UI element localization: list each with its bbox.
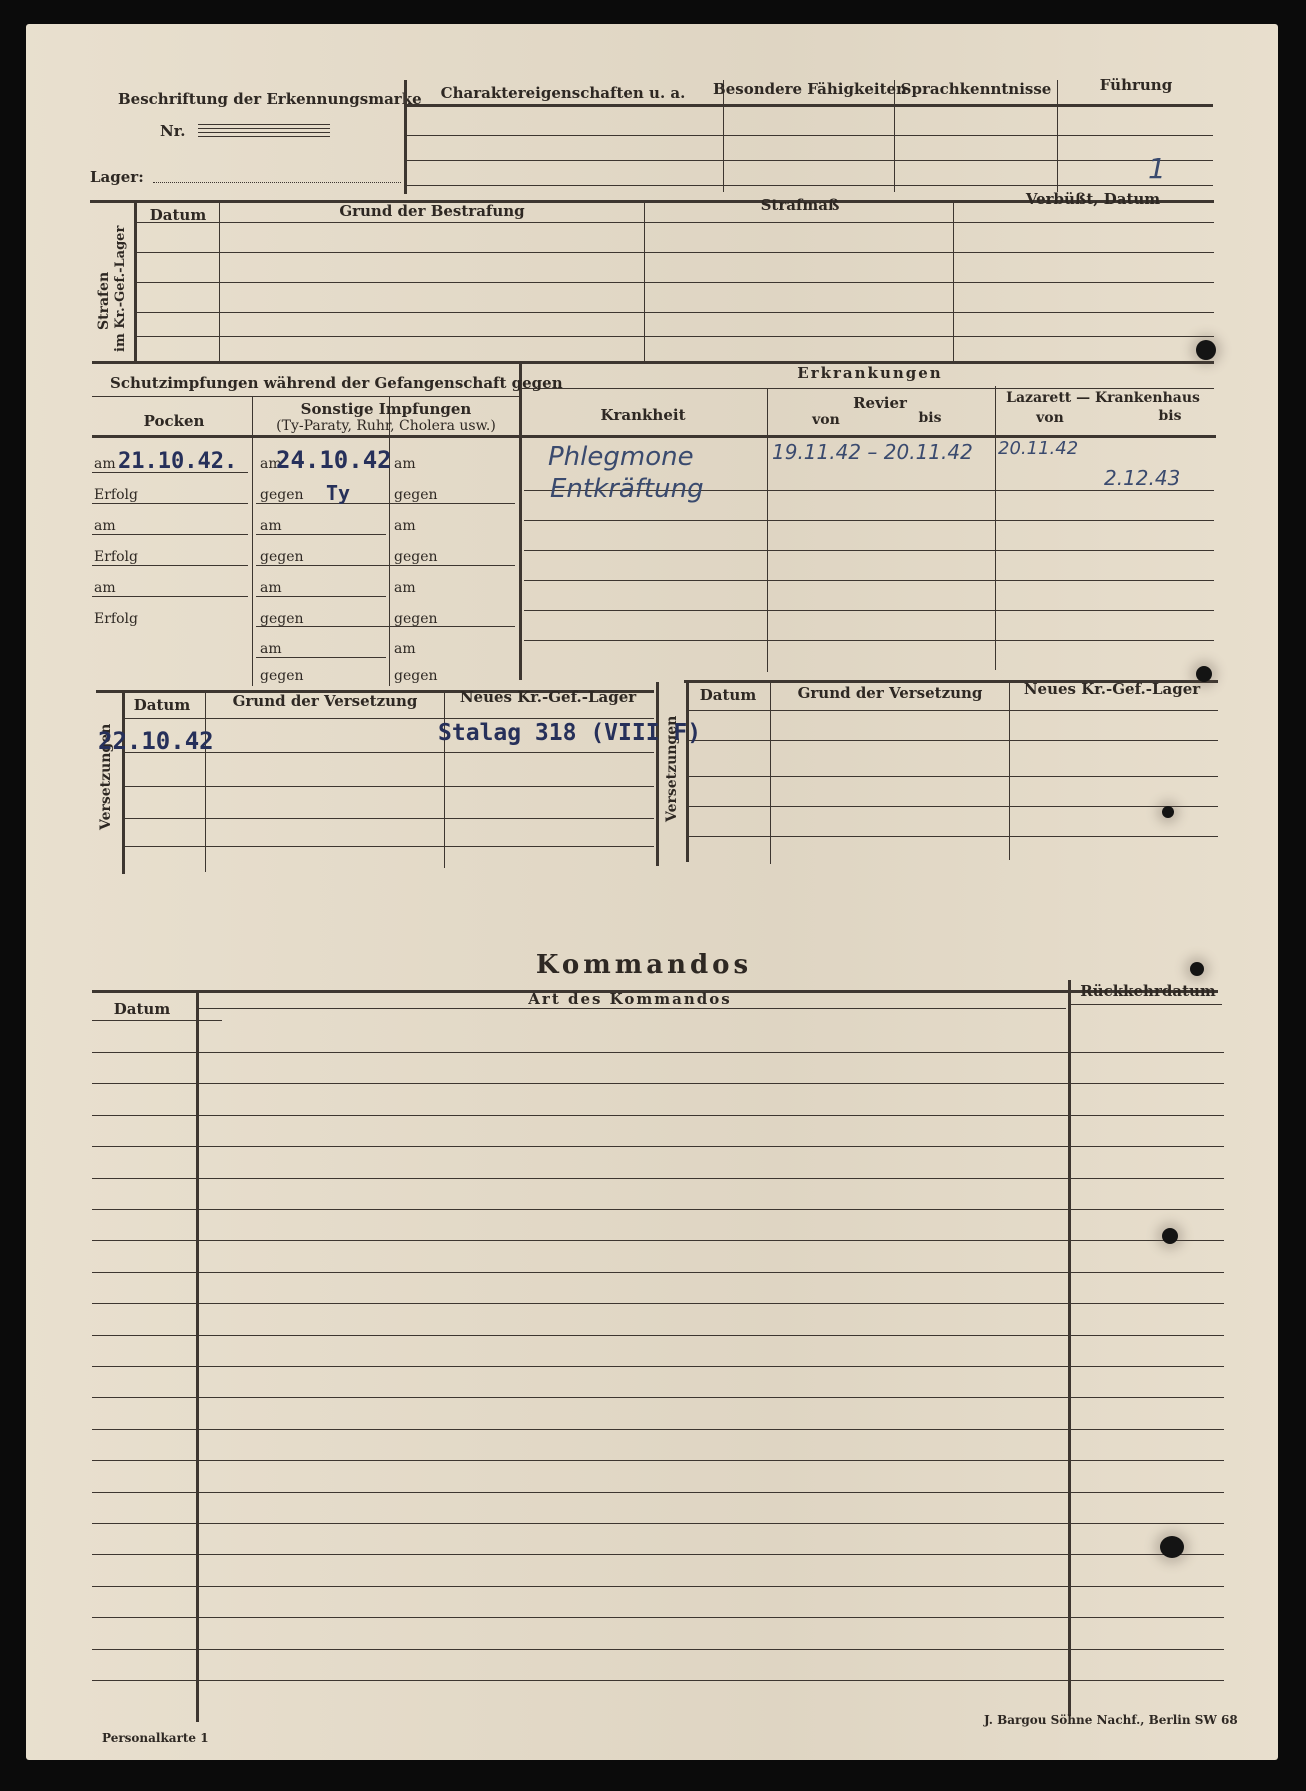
sonstige-am-3b: am: [394, 580, 416, 596]
kommandos-row-line: [92, 1209, 1224, 1210]
kommandos-row-line: [92, 1272, 1224, 1273]
pocken-erfolg-1: Erfolg: [94, 487, 138, 503]
kommandos-row-line: [92, 1680, 1224, 1681]
pocken-am-3: am: [94, 580, 116, 596]
kommandos-row-line: [92, 1649, 1224, 1650]
krankheit-header: Krankheit: [600, 406, 686, 424]
sonstige-am-4b: am: [394, 641, 416, 657]
sonstige-date-value: 24.10.42: [276, 446, 392, 474]
sonstige-gegen-2a: gegen: [260, 549, 304, 565]
punch-hole: [1162, 1228, 1178, 1244]
lazarett-header: Lazarett — Krankenhaus: [1006, 390, 1200, 406]
revier-header: Revier: [853, 394, 907, 412]
footer-printer: J. Bargou Söhne Nachf., Berlin SW 68: [984, 1713, 1238, 1727]
kommandos-row-line: [92, 1460, 1224, 1461]
kommandos-datum-header: Datum: [113, 1000, 171, 1018]
sonstige-gegen-4a: gegen: [260, 668, 304, 684]
sonstige-gegen-1a: gegen: [260, 487, 304, 503]
kommandos-row-line: [92, 1366, 1224, 1367]
vers-datum-header-right: Datum: [699, 686, 757, 704]
sonstige-am-2a: am: [260, 518, 282, 534]
punch-hole: [1196, 340, 1216, 360]
versetzungen-side-label-left: Versetzungen: [98, 723, 114, 830]
sonstige-am-1a: am: [260, 456, 282, 472]
vers-grund-header-left: Grund der Versetzung: [232, 692, 418, 710]
fuehrung-header: Führung: [1099, 76, 1173, 94]
pocken-erfolg-2: Erfolg: [94, 549, 138, 565]
nr-field: [198, 124, 330, 140]
erkrankungen-title: Erkrankungen: [797, 364, 943, 382]
sonstige-gegen-4b: gegen: [394, 668, 438, 684]
kommandos-row-line: [92, 1617, 1224, 1618]
pocken-am-1: am: [94, 456, 116, 472]
kommandos-row-line: [92, 1052, 1224, 1053]
kommandos-row-line: [92, 1523, 1224, 1524]
sonstige-am-2b: am: [394, 518, 416, 534]
vers-datum-header-left: Datum: [133, 696, 191, 714]
strafen-side-label-2: im Kr.-Gef.-Lager: [113, 225, 128, 352]
strafen-grund-header: Grund der Bestrafung: [339, 202, 525, 220]
impfungen-title: Schutzimpfungen während der Gefangenschaft gegen: [110, 374, 563, 392]
fuehrung-value: 1: [1148, 152, 1166, 185]
kommandos-art-header: Art des Kommandos: [528, 990, 732, 1008]
strafmass-header: Strafmaß: [760, 196, 840, 214]
sonstige-am-1b: am: [394, 456, 416, 472]
sprachen-header: Sprachkenntnisse: [900, 80, 1052, 98]
kommandos-row-line: [92, 1397, 1224, 1398]
charakter-header: Charaktereigenschaften u. a.: [440, 84, 686, 102]
sonstige-subheader: (Ty-Paraty, Ruhr, Cholera usw.): [276, 418, 496, 434]
pocken-erfolg-3: Erfolg: [94, 611, 138, 627]
kommandos-row-line: [92, 1335, 1224, 1336]
kommandos-row-line: [92, 1492, 1224, 1493]
lazarett-bis: bis: [1158, 408, 1182, 424]
revier-von: von: [812, 412, 840, 428]
revier-bis: bis: [918, 410, 942, 426]
strafen-side-label: Strafen: [96, 271, 112, 330]
kommandos-row-line: [92, 1586, 1224, 1587]
kommandos-row-line: [92, 1083, 1224, 1084]
faehigkeiten-header: Besondere Fähigkeiten: [713, 80, 907, 98]
krankheit-1-value: Phlegmone: [548, 442, 694, 472]
erkennungsmarke-label: Beschriftung der Erkennungsmarke: [118, 90, 422, 108]
lazarett-von-value: 20.11.42: [998, 438, 1079, 459]
punch-hole: [1162, 806, 1174, 818]
kommandos-row-line: [92, 1554, 1224, 1555]
punch-hole: [1190, 962, 1204, 976]
pocken-am-2: am: [94, 518, 116, 534]
revier-value: 19.11.42 – 20.11.42: [772, 440, 973, 464]
rueckkehr-header: Rückkehrdatum: [1080, 982, 1216, 1000]
vers-lager-value: Stalag 318 (VIII F): [438, 720, 702, 746]
sonstige-am-3a: am: [260, 580, 282, 596]
footer-form-name: Personalkarte 1: [102, 1731, 209, 1745]
vers-lager-header-right: Neues Kr.-Gef.-Lager: [1023, 680, 1201, 698]
pocken-date-value: 21.10.42.: [118, 449, 238, 474]
sonstige-am-4a: am: [260, 641, 282, 657]
sonstige-gegen-2b: gegen: [394, 549, 438, 565]
personalkarte-sheet: [26, 24, 1278, 1760]
strafen-datum-header: Datum: [149, 206, 207, 224]
lazarett-von: von: [1036, 410, 1064, 426]
sonstige-gegen-value: Ty: [326, 481, 351, 505]
punch-hole: [1196, 666, 1212, 682]
lager-label: Lager:: [90, 168, 144, 186]
pocken-header: Pocken: [143, 412, 205, 430]
krankheit-2-value: Entkräftung: [550, 474, 704, 504]
sonstige-header: Sonstige Impfungen: [300, 400, 472, 418]
lazarett-bis-value: 2.12.43: [1104, 466, 1181, 490]
kommandos-row-line: [92, 1429, 1224, 1430]
vers-lager-header-left: Neues Kr.-Gef.-Lager: [459, 688, 637, 706]
vers-datum-value: 22.10.42: [98, 727, 214, 755]
punch-hole: [1160, 1536, 1184, 1558]
kommandos-row-line: [92, 1240, 1224, 1241]
verbuesst-header: Verbüßt, Datum: [1025, 190, 1161, 208]
sonstige-gegen-3b: gegen: [394, 611, 438, 627]
vers-grund-header-right: Grund der Versetzung: [797, 684, 983, 702]
kommandos-row-line: [92, 1146, 1224, 1147]
sonstige-gegen-3a: gegen: [260, 611, 304, 627]
kommandos-title: Kommandos: [535, 950, 753, 980]
kommandos-row-line: [92, 1115, 1224, 1116]
kommandos-row-line: [92, 1178, 1224, 1179]
kommandos-row-line: [92, 1303, 1224, 1304]
lager-field: [153, 182, 401, 183]
sonstige-gegen-1b: gegen: [394, 487, 438, 503]
versetzungen-side-label-right: Versetzungen: [664, 715, 680, 822]
nr-label: Nr.: [160, 122, 186, 140]
